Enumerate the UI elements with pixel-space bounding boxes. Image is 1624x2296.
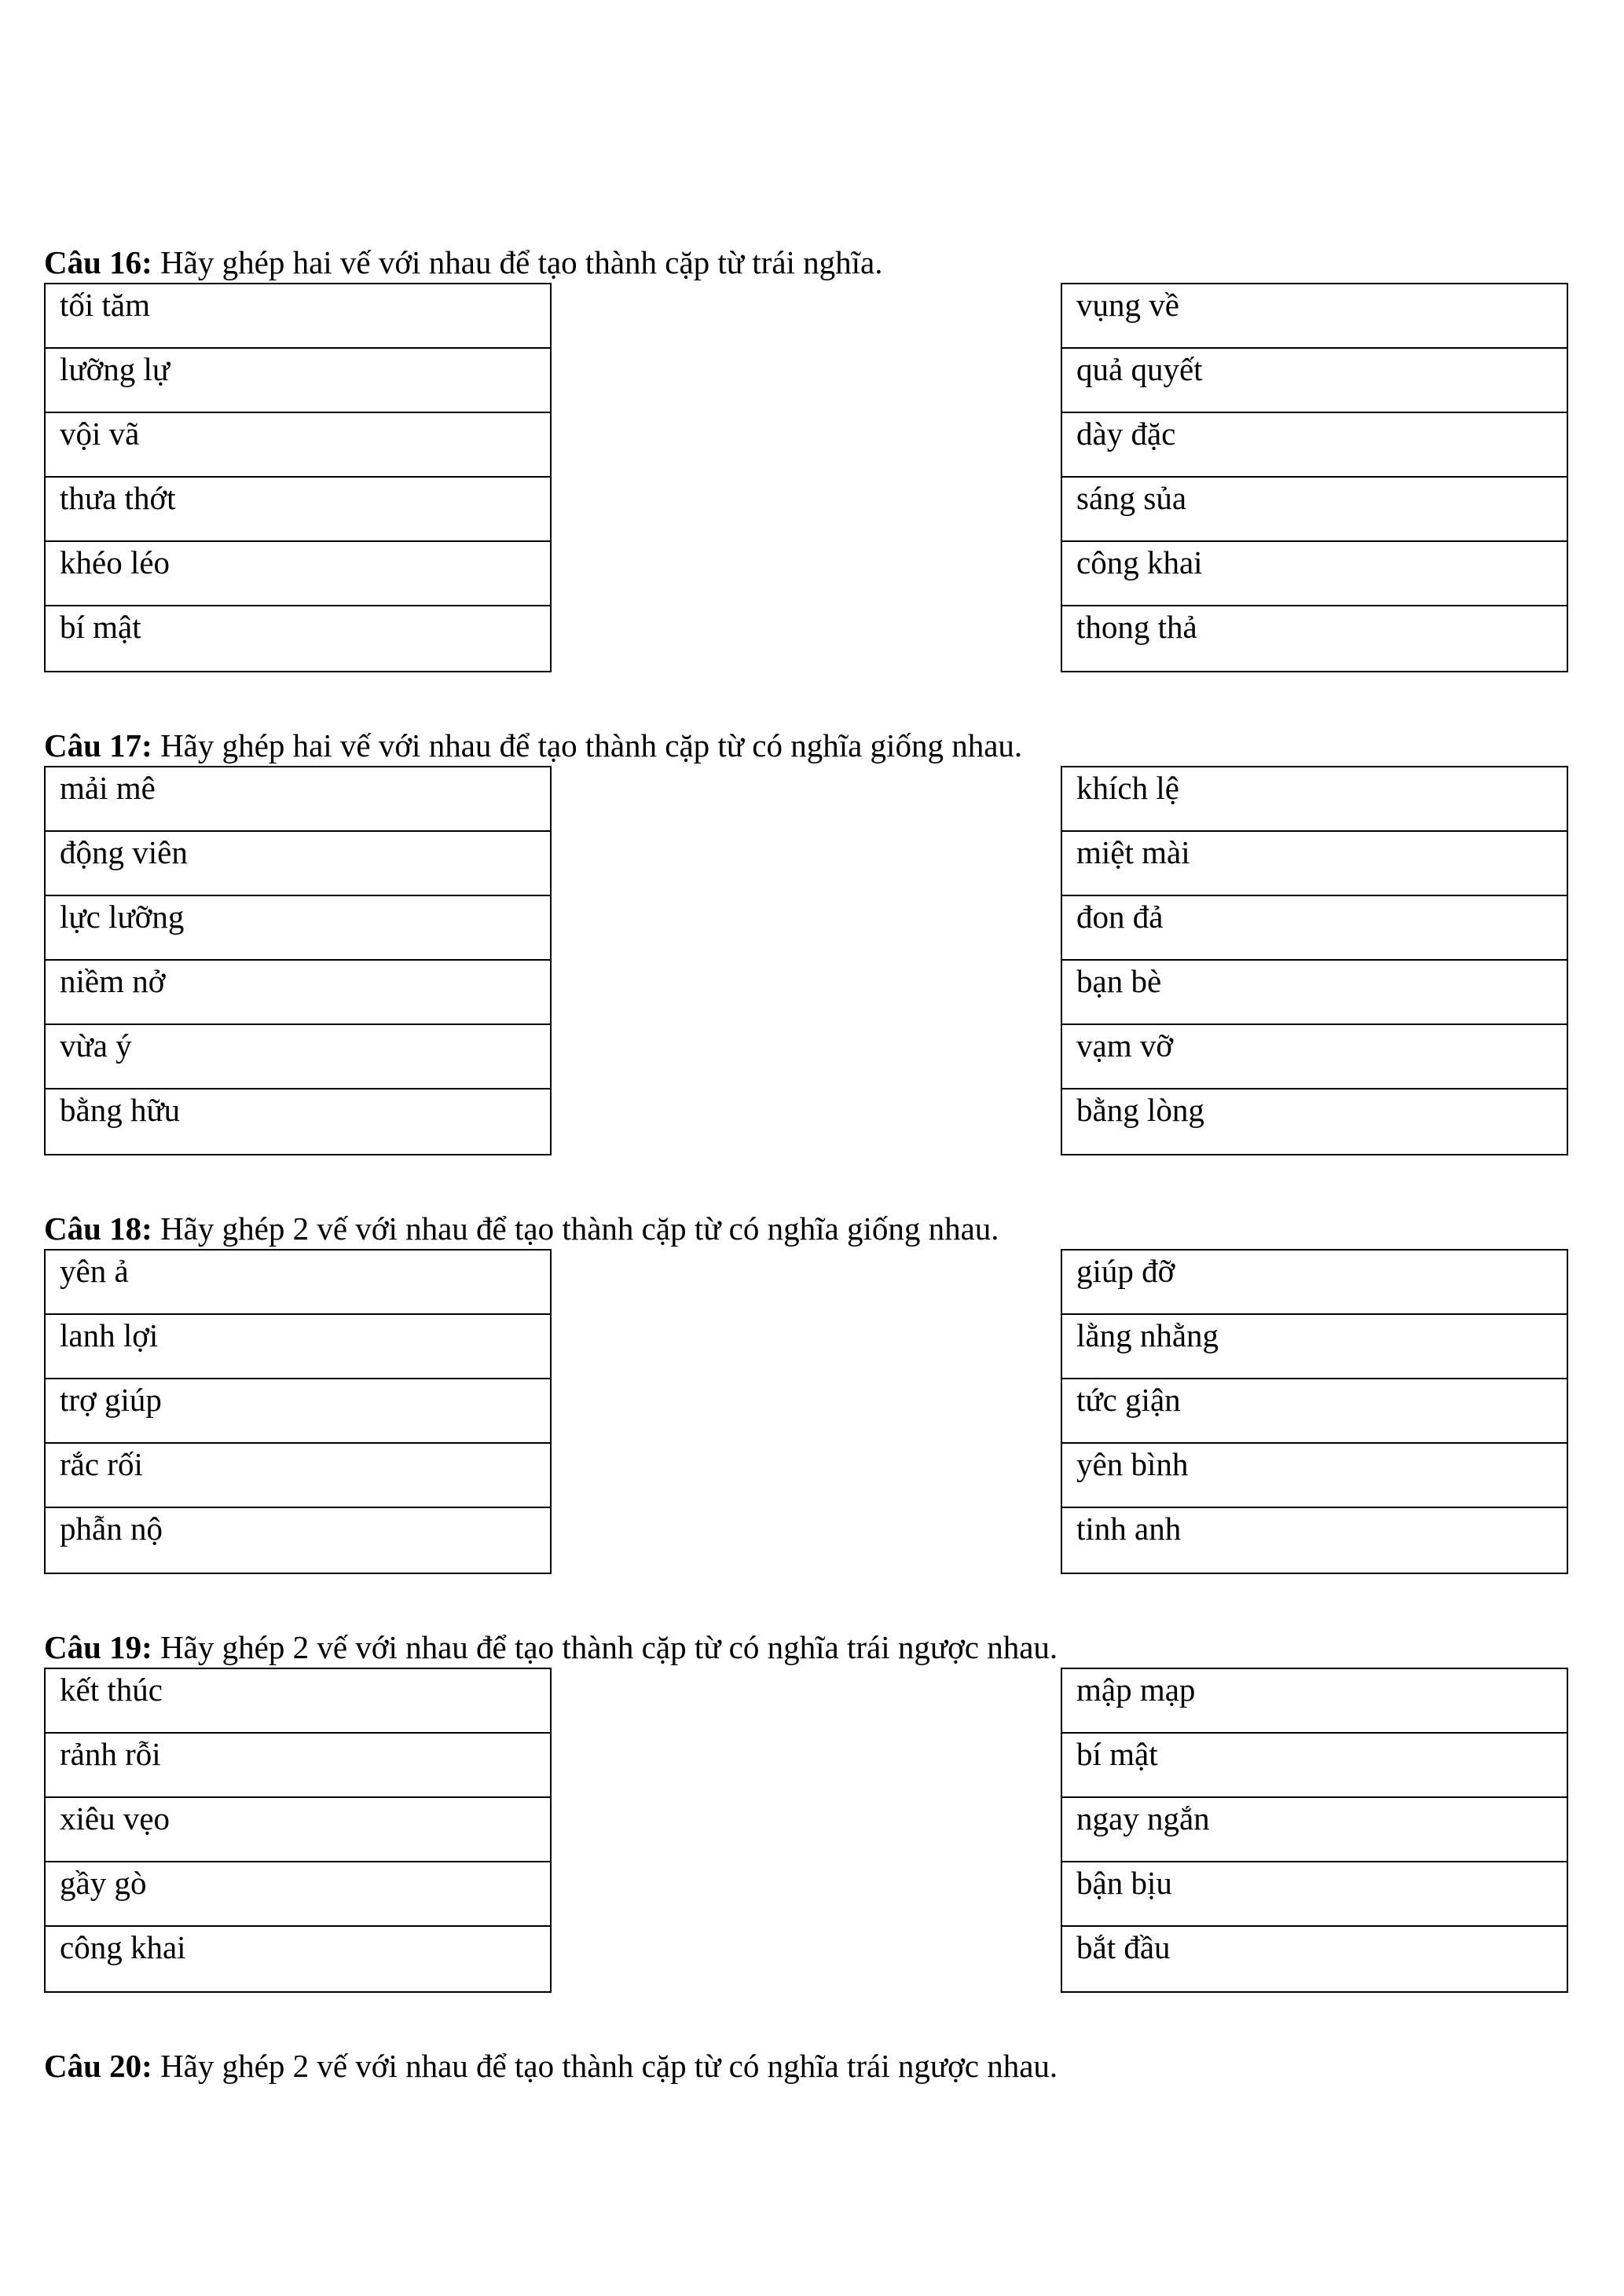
right-item[interactable]: đon đả	[1062, 896, 1567, 961]
question-number: Câu 17:	[44, 727, 152, 764]
left-item[interactable]: gầy gò	[46, 1862, 550, 1927]
left-item[interactable]: mải mê	[46, 767, 550, 832]
right-item[interactable]: bí mật	[1062, 1734, 1567, 1798]
question-16	[44, 244, 1584, 645]
left-item[interactable]: bằng hữu	[60, 1092, 181, 1128]
right-item[interactable]: miệt mài	[1062, 832, 1567, 896]
left-item[interactable]: lưỡng lự	[46, 349, 550, 413]
question-title	[44, 244, 1584, 281]
question-prompt: Hãy ghép hai vế với nhau để tạo thành cặp từ có nghĩa giống nhau.	[160, 727, 1023, 764]
question-number: Câu 16:	[44, 244, 152, 280]
left-column	[44, 1668, 552, 1993]
left-item[interactable]: lanh lợi	[46, 1315, 550, 1379]
left-item[interactable]: vừa ý	[46, 1025, 550, 1089]
right-item[interactable]: tức giận	[1062, 1379, 1567, 1444]
question-title	[44, 1210, 1584, 1247]
left-column	[44, 1249, 552, 1574]
right-item[interactable]: bận bịu	[1062, 1862, 1567, 1927]
left-item[interactable]: xiêu vẹo	[46, 1798, 550, 1862]
question-number: Câu 20:	[44, 2048, 152, 2084]
right-item[interactable]: lằng nhằng	[1062, 1315, 1567, 1379]
left-item[interactable]: trợ giúp	[46, 1379, 550, 1444]
left-item[interactable]: yên ả	[46, 1251, 550, 1315]
right-item[interactable]: bạn bè	[1062, 961, 1567, 1025]
right-item[interactable]: giúp đỡ	[1062, 1251, 1567, 1315]
right-item[interactable]: bắt đầu	[1076, 1929, 1171, 1965]
question-prompt: Hãy ghép 2 vế với nhau để tạo thành cặp từ có nghĩa trái ngược nhau.	[160, 1629, 1058, 1665]
question-17	[44, 727, 1584, 1128]
question-title	[44, 2047, 1584, 2085]
question-title	[44, 727, 1584, 764]
right-item[interactable]: tinh anh	[1076, 1511, 1182, 1547]
right-item[interactable]: bằng lòng	[1076, 1092, 1204, 1128]
question-20	[44, 2047, 1584, 2085]
left-item[interactable]: công khai	[60, 1929, 186, 1965]
right-item[interactable]: vụng về	[1062, 284, 1567, 349]
left-column	[44, 283, 552, 672]
left-item[interactable]: khéo léo	[46, 542, 550, 606]
left-item[interactable]: thưa thớt	[46, 478, 550, 542]
right-item[interactable]: dày đặc	[1062, 413, 1567, 478]
right-item[interactable]: sáng sủa	[1062, 478, 1567, 542]
right-item[interactable]: yên bình	[1062, 1444, 1567, 1508]
left-item[interactable]: phẫn nộ	[60, 1511, 163, 1547]
question-prompt: Hãy ghép hai vế với nhau để tạo thành cặp từ trái nghĩa.	[160, 244, 883, 280]
question-number: Câu 18:	[44, 1210, 152, 1247]
left-item[interactable]: kết thúc	[46, 1669, 550, 1734]
right-column	[1061, 766, 1568, 1155]
right-item[interactable]: mập mạp	[1062, 1669, 1567, 1734]
question-18	[44, 1210, 1584, 1547]
right-item[interactable]: khích lệ	[1062, 767, 1567, 832]
right-item[interactable]: quả quyết	[1062, 349, 1567, 413]
right-column	[1061, 1668, 1568, 1993]
right-item[interactable]: công khai	[1062, 542, 1567, 606]
question-number: Câu 19:	[44, 1629, 152, 1665]
left-item[interactable]: bí mật	[60, 609, 141, 645]
right-column	[1061, 283, 1568, 672]
right-column	[1061, 1249, 1568, 1574]
right-item[interactable]: ngay ngắn	[1062, 1798, 1567, 1862]
right-item[interactable]: thong thả	[1076, 609, 1197, 645]
left-item[interactable]: động viên	[46, 832, 550, 896]
left-item[interactable]: niềm nở	[46, 961, 550, 1025]
question-prompt: Hãy ghép 2 vế với nhau để tạo thành cặp từ có nghĩa giống nhau.	[160, 1210, 999, 1247]
question-title	[44, 1628, 1584, 1666]
left-item[interactable]: lực lưỡng	[46, 896, 550, 961]
question-prompt: Hãy ghép 2 vế với nhau để tạo thành cặp từ có nghĩa trái ngược nhau.	[160, 2048, 1058, 2084]
left-item[interactable]: rắc rối	[46, 1444, 550, 1508]
right-item[interactable]: vạm vỡ	[1062, 1025, 1567, 1089]
left-item[interactable]: rảnh rỗi	[46, 1734, 550, 1798]
left-column	[44, 766, 552, 1155]
question-19	[44, 1628, 1584, 1965]
left-item[interactable]: vội vã	[46, 413, 550, 478]
left-item[interactable]: tối tăm	[46, 284, 550, 349]
